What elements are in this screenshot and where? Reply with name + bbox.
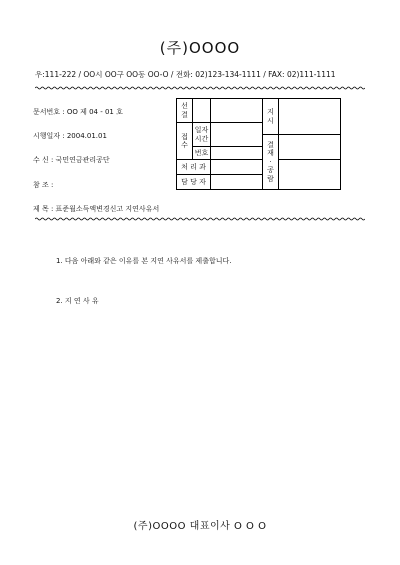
jisi-field: [279, 99, 341, 135]
subject-line: 제 목 : 표준월소득액변경신고 지연사유서: [33, 205, 160, 213]
ilja-sigan-label: 일자 시간: [193, 123, 211, 147]
body-line-2: 2. 지 연 사 유: [56, 297, 99, 305]
cheori-gwa-field: [211, 160, 263, 175]
jeop-su-label: 접 수: [177, 123, 193, 160]
company-address: 우:111-222 / OO시 OO구 OO동 OO-O / 전화: 02)123-134-1111 / FAX: 02)111-1111: [35, 70, 336, 79]
damdangja-label: 담 당 자: [177, 175, 211, 190]
wavy-divider-top: [35, 86, 365, 90]
reference: 참 조 :: [33, 181, 54, 189]
recipient: 수 신 : 국민연금관리공단: [33, 156, 110, 164]
wavy-divider-bottom: [35, 217, 365, 221]
seon-gyeol-stamp-1: [193, 99, 211, 123]
beonho-label: 번호: [193, 147, 211, 160]
signature-footer: (주)OOOO 대표이사 O O O: [133, 521, 267, 532]
gyeoljae-gongnam-label: 결 재 · 공 람: [263, 135, 279, 190]
damdangja-field: [211, 175, 263, 190]
gyeoljae-field-2: [279, 160, 341, 190]
cheori-gwa-label: 처 리 과: [177, 160, 211, 175]
jisi-label: 지 시: [263, 99, 279, 135]
doc-number: 문서번호 : OO 제 04 - 01 호: [33, 108, 123, 116]
issue-date: 시행일자 : 2004.01.01: [33, 132, 107, 140]
approval-stamp-box: [176, 98, 341, 190]
seon-gyeol-label: 선 결: [177, 99, 193, 123]
company-title: (주)OOOO: [159, 39, 241, 57]
ilja-sigan-field: [211, 123, 263, 147]
beonho-field: [211, 147, 263, 160]
body-line-1: 1. 다음 아래와 같은 이유를 본 지연 사유서를 제출합니다.: [56, 257, 232, 265]
seon-gyeol-stamp-2: [211, 99, 263, 123]
gyeoljae-field-1: [279, 135, 341, 160]
